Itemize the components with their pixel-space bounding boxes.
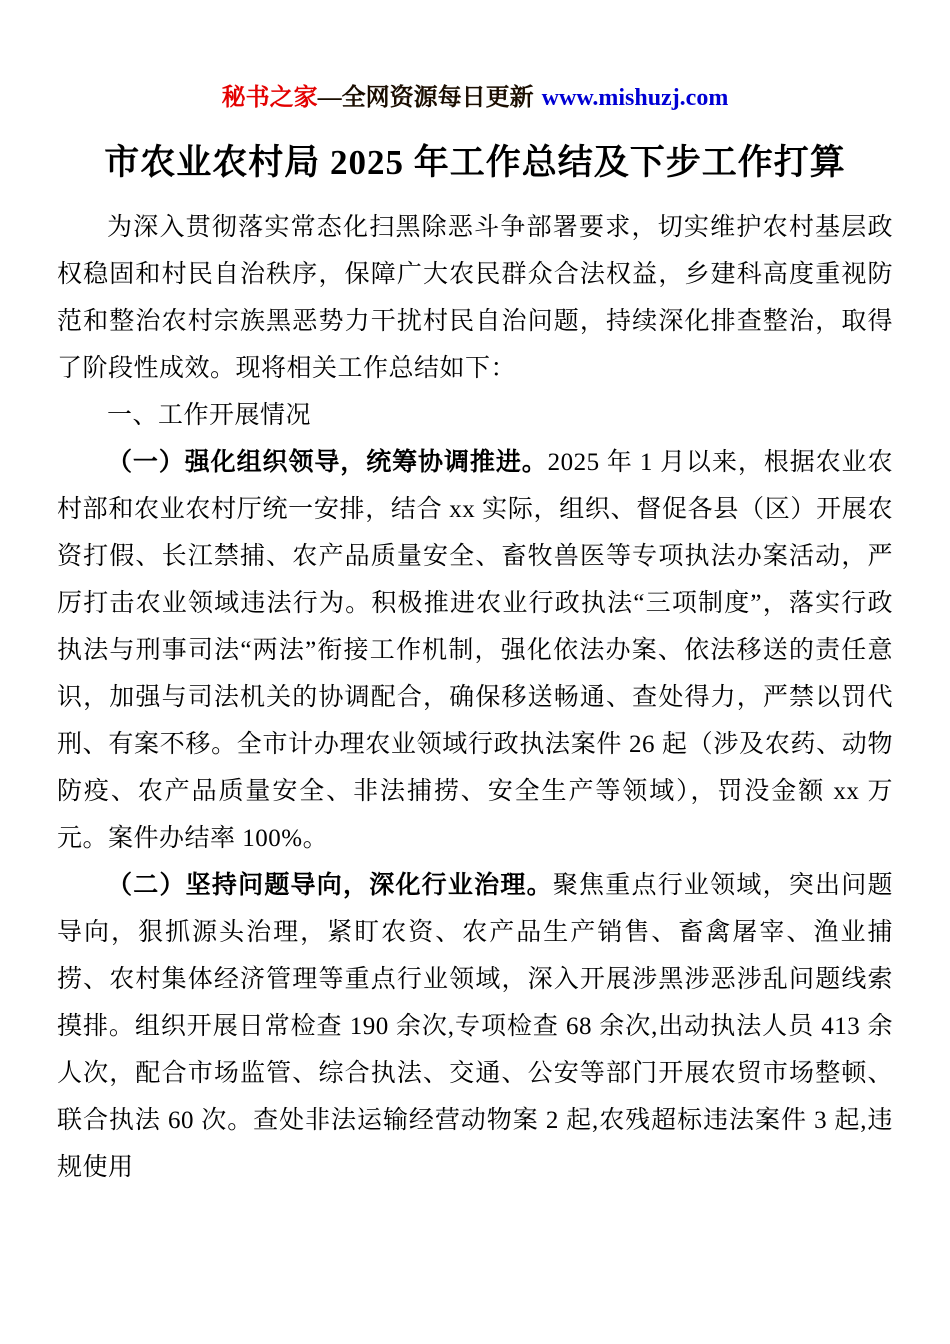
- item-2-body: 聚焦重点行业领域，突出问题导向，狠抓源头治理，紧盯农资、农产品生产销售、畜禽屠宰、渔业捕捞、农村集体经济管理等重点行业领域，深入开展涉黑涉恶涉乱问题线索摸排。组织开展日常检查 190 余次,专项检查 68 余次,出动执法人员 413 余人次，配合市场监管、综合执法、交通、公安等部门开展农贸市场整顿、联合执法 60 次。查处非法运输经营动物案 2 起,农残超标违法案件 3 起,违规使用: [57, 872, 893, 1181]
- header-tagline: —全网资源每日更新: [317, 85, 534, 111]
- item-1-body: 2025 年 1 月以来，根据农业农村部和农业农村厅统一安排，结合 xx 实际，组织、督促各县（区）开展农资打假、长江禁捕、农产品质量安全、畜牧兽医等专项执法办案活动，严厉打击农业领域违法行为。积极推进农业行政执法“三项制度”，落实行政执法与刑事司法“两法”衔接工作机制，强化依法办案、依法移送的责任意识，加强与司法机关的协调配合，确保移送畅通、查处得力，严禁以罚代刑、有案不移。全市计办理农业领域行政执法案件 26 起（涉及农药、动物防疫、农产品质量安全、非法捕捞、安全生产等领域），罚没金额 xx 万元。案件办结率 100%。: [57, 449, 893, 852]
- document-body: [57, 204, 893, 1191]
- item-1-paragraph: [57, 439, 893, 862]
- item-2-lead: （二）坚持问题导向，深化行业治理。: [107, 872, 553, 899]
- site-brand: 秘书之家: [221, 85, 318, 111]
- site-url-link[interactable]: www.mishuzj.com: [541, 85, 729, 111]
- section-1-heading: 一、工作开展情况: [107, 402, 312, 429]
- item-2-paragraph: [57, 862, 893, 1191]
- item-1-lead: （一）强化组织领导，统筹协调推进。: [107, 449, 548, 476]
- document-title: 市农业农村局 2025 年工作总结及下步工作打算: [104, 143, 846, 182]
- intro-paragraph: 为深入贯彻落实常态化扫黑除恶斗争部署要求，切实维护农村基层政权稳固和村民自治秩序，保障广大农民群众合法权益，乡建科高度重视防范和整治农村宗族黑恶势力干扰村民自治问题，持续深化排查整治，取得了阶段性成效。现将相关工作总结如下：: [57, 214, 893, 382]
- site-header: [57, 82, 893, 114]
